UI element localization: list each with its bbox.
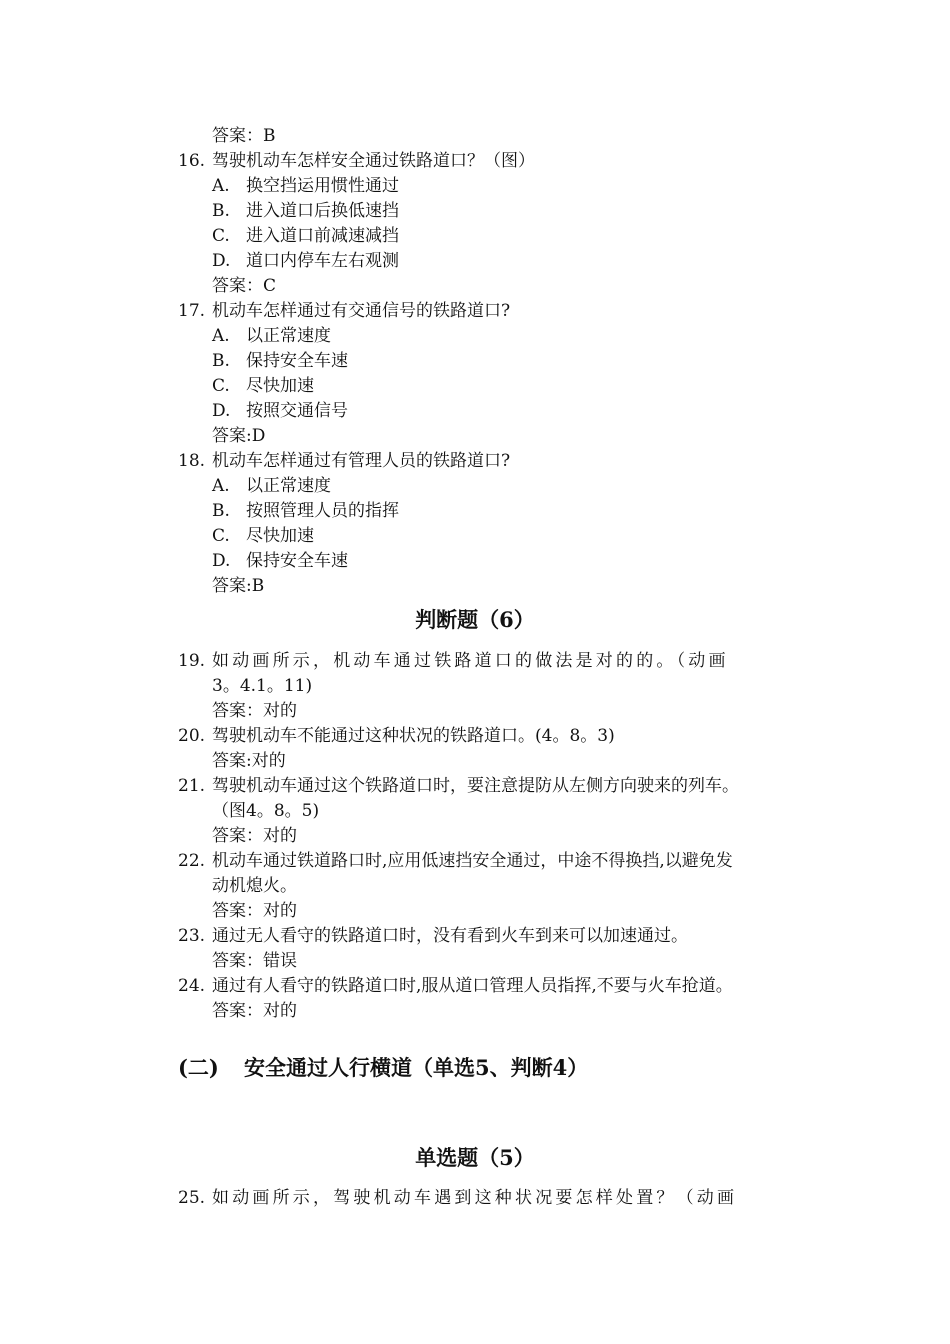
answer-15: 答案：B (212, 126, 276, 146)
section-heading (178, 1053, 588, 1083)
section-title: 安全通过人行横道（单选5、判断4） (244, 1055, 589, 1080)
option-text: 进入道口前减速减挡 (246, 226, 399, 246)
option-letter: C. (212, 226, 230, 246)
option-text: 按照交通信号 (246, 401, 348, 421)
option-letter: C. (212, 526, 230, 546)
option-letter: B. (212, 501, 230, 521)
answer-23: 答案：错误 (212, 951, 297, 971)
option-letter: A. (212, 326, 230, 346)
option-letter: D. (212, 401, 231, 421)
question-22-line-1: 机动车通过铁道路口时,应用低速挡安全通过，中途不得换挡,以避免发 (212, 851, 733, 871)
question-18-text: 机动车怎样通过有管理人员的铁路道口? (212, 451, 511, 471)
option-letter: A. (212, 176, 230, 196)
option-text: 保持安全车速 (246, 551, 348, 571)
option-text: 尽快加速 (246, 376, 314, 396)
question-number: 17. (178, 301, 206, 321)
option-letter: D. (212, 251, 231, 271)
question-17-text: 机动车怎样通过有交通信号的铁路道口? (212, 301, 511, 321)
question-22-line-2: 动机熄火。 (212, 876, 297, 896)
question-number: 20. (178, 726, 206, 746)
question-number: 16. (178, 151, 206, 171)
option-letter: B. (212, 201, 230, 221)
option-text: 尽快加速 (246, 526, 314, 546)
question-number: 25. (178, 1188, 206, 1208)
question-24-line-1: 通过有人看守的铁路道口时,服从道口管理人员指挥,不要与火车抢道。 (212, 976, 733, 996)
section-number: (二) (178, 1055, 219, 1080)
answer-21: 答案：对的 (212, 826, 297, 846)
option-letter: D. (212, 551, 231, 571)
option-text: 换空挡运用惯性通过 (246, 176, 399, 196)
answer-16: 答案：C (212, 276, 277, 296)
answer-22: 答案：对的 (212, 901, 297, 921)
question-number: 18. (178, 451, 206, 471)
question-number: 21. (178, 776, 206, 796)
question-number: 24. (178, 976, 206, 996)
option-text: 进入道口后换低速挡 (246, 201, 399, 221)
answer-24: 答案：对的 (212, 1001, 297, 1021)
question-20-line-1: 驾驶机动车不能通过这种状况的铁路道口。(4。8。3) (212, 726, 615, 746)
question-21-line-2: （图4。8。5) (212, 801, 320, 821)
question-number: 23. (178, 926, 206, 946)
question-19-line-2: 3。4.1。11) (212, 676, 313, 696)
question-21-line-1: 驾驶机动车通过这个铁路道口时，要注意提防从左侧方向驶来的列车。 (212, 776, 739, 796)
answer-20: 答案:对的 (212, 751, 286, 771)
answer-19: 答案：对的 (212, 701, 297, 721)
option-letter: B. (212, 351, 230, 371)
option-text: 按照管理人员的指挥 (246, 501, 399, 521)
option-text: 保持安全车速 (246, 351, 348, 371)
option-text: 以正常速度 (246, 326, 331, 346)
answer-17: 答案:D (212, 426, 266, 446)
question-25-text: 如动画所示，驾驶机动车遇到这种状况要怎样处置？（动画 (212, 1188, 738, 1208)
option-text: 以正常速度 (246, 476, 331, 496)
question-number: 19. (178, 651, 206, 671)
option-text: 道口内停车左右观测 (246, 251, 399, 271)
judge-heading: 判断题（6） (415, 607, 535, 632)
question-16-text: 驾驶机动车怎样安全通过铁路道口？（图） (212, 151, 535, 171)
question-19-line-1: 如动画所示，机动车通过铁路道口的做法是对的的。（动画 (212, 651, 729, 671)
option-letter: A. (212, 476, 230, 496)
option-letter: C. (212, 376, 230, 396)
question-23-line-1: 通过无人看守的铁路道口时，没有看到火车到来可以加速通过。 (212, 926, 688, 946)
question-number: 22. (178, 851, 206, 871)
single-choice-heading: 单选题（5） (415, 1145, 535, 1170)
answer-18: 答案:B (212, 576, 265, 596)
